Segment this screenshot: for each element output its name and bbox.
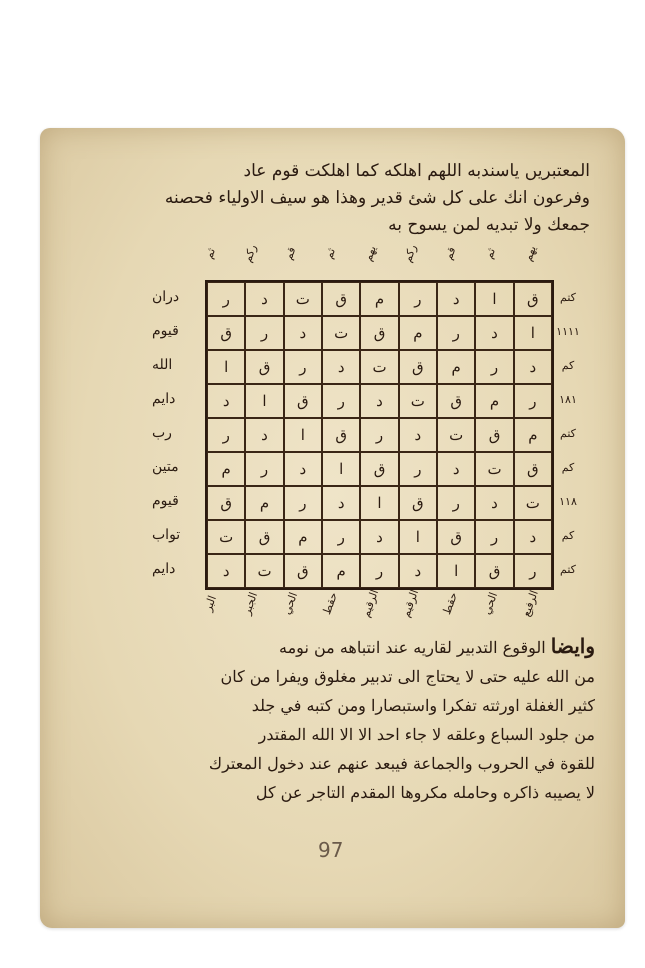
grid-cell: ر (437, 486, 475, 520)
right-label: كم (561, 358, 575, 372)
grid-cell: د (514, 520, 552, 554)
grid-cell: ر (437, 316, 475, 350)
grid-cell: ر (475, 350, 513, 384)
body-lead-word: وايضا (550, 634, 595, 658)
grid-cell: ت (399, 384, 437, 418)
grid-cell: ر (207, 282, 245, 316)
right-label: كم (561, 528, 575, 542)
grid-cell: ق (399, 350, 437, 384)
grid-cell: ا (437, 554, 475, 588)
page-number: 97 (318, 838, 344, 862)
bottom-label: حقط (440, 590, 461, 617)
body-text (150, 632, 595, 807)
top-label: يهم (361, 243, 379, 263)
left-labels (150, 280, 202, 586)
left-label: دايم (152, 561, 176, 577)
grid-cell: ت (207, 520, 245, 554)
grid-cell: ر (322, 384, 360, 418)
magic-square-grid (205, 280, 554, 590)
bottom-label: الرقيم (399, 587, 422, 619)
grid-cell: ق (284, 554, 322, 588)
top-label: ركم (400, 242, 420, 265)
bottom-label: حقط (320, 590, 341, 617)
grid-cell: ق (514, 282, 552, 316)
body-line: من الله عليه حتى لا يحتاج الى تدبير مغلوق ويفرا من كان (220, 667, 595, 686)
grid-cell: د (322, 350, 360, 384)
grid-cell: ا (360, 486, 398, 520)
grid-cell: ر (245, 452, 283, 486)
body-line: كثير الغفلة اورثته تفكرا واستبصارا ومن كتبه في جلد (251, 696, 595, 715)
grid-cell: ت (360, 350, 398, 384)
body-line-text: الوقوع التدبير لقاريه عند انتباهه من نومه (279, 638, 546, 657)
grid-cell: ق (514, 452, 552, 486)
grid-cell: ر (360, 418, 398, 452)
bottom-label: الجبر (240, 590, 261, 617)
top-labels (202, 240, 555, 274)
grid-cell: د (399, 554, 437, 588)
right-label: كم (561, 460, 575, 474)
grid-cell: ا (514, 316, 552, 350)
grid-cell: ر (514, 554, 552, 588)
left-label: تواب (152, 527, 181, 543)
grid-cell: ق (475, 418, 513, 452)
grid-cell: ر (284, 486, 322, 520)
grid-cell: ر (514, 384, 552, 418)
bottom-label: الحي (280, 590, 301, 617)
grid-cell: م (437, 350, 475, 384)
grid-cell: ا (284, 418, 322, 452)
top-label: ثم (202, 246, 219, 261)
grid-cell: ر (322, 520, 360, 554)
body-line: من جلود السباع وعلقه لا جاء احد الا الا الله المقتدر (258, 725, 595, 744)
grid-cell: م (322, 554, 360, 588)
grid-cell: ق (360, 316, 398, 350)
grid-cell: ر (284, 350, 322, 384)
grid-cell: د (245, 282, 283, 316)
grid-cell: م (399, 316, 437, 350)
grid-cell: د (475, 486, 513, 520)
grid-cell: ت (322, 316, 360, 350)
grid-cell: ق (322, 282, 360, 316)
left-label: دران (152, 289, 180, 305)
grid-cell: د (360, 520, 398, 554)
grid-cell: ق (322, 418, 360, 452)
grid-cell: ا (207, 350, 245, 384)
grid-cell: ق (437, 520, 475, 554)
grid-cell: ق (475, 554, 513, 588)
left-label: رب (152, 425, 172, 441)
top-label: ثم (482, 246, 499, 261)
header-line: جمعك ولا تبديه لمن يسوح به (388, 215, 590, 235)
grid-cell: م (514, 418, 552, 452)
grid-cell: ر (360, 554, 398, 588)
grid-cell: ر (399, 452, 437, 486)
grid-cell: ت (475, 452, 513, 486)
grid-cell: ق (360, 452, 398, 486)
top-label: قم (441, 245, 459, 262)
grid-cell: د (475, 316, 513, 350)
grid-cell: د (437, 452, 475, 486)
grid-cell: ق (284, 384, 322, 418)
grid-cell: د (207, 384, 245, 418)
top-label: يهم (521, 243, 539, 263)
right-label: ١١٨ (559, 494, 577, 508)
left-label: قيوم (152, 493, 179, 509)
grid-cell: م (207, 452, 245, 486)
left-label: دايم (152, 391, 176, 407)
grid-cell: د (284, 316, 322, 350)
right-label: ١٨١ (559, 392, 577, 406)
grid-cell: ا (399, 520, 437, 554)
grid-cell: ر (399, 282, 437, 316)
grid-cell: م (284, 520, 322, 554)
grid-cell: ق (245, 520, 283, 554)
grid-cell: د (437, 282, 475, 316)
bottom-label: البر (201, 593, 219, 614)
right-label: كتم (560, 426, 576, 440)
grid-cell: ق (245, 350, 283, 384)
top-label: ركم (240, 242, 260, 265)
right-label: كتم (560, 290, 576, 304)
grid-cell: ق (207, 486, 245, 520)
grid-cell: ت (284, 282, 322, 316)
grid-cell: د (360, 384, 398, 418)
grid-cell: ق (399, 486, 437, 520)
grid-cell: د (322, 486, 360, 520)
grid-cell: د (284, 452, 322, 486)
header-line: المعتبريں ياسندبه اللهم اهلكه كما اهلكت قوم عاد (243, 161, 590, 181)
grid-cell: ر (475, 520, 513, 554)
body-line: للقوة في الحروب والجماعة فيبعد عنهم عند دخول المعترك (208, 754, 595, 773)
left-label: قيوم (152, 323, 179, 339)
grid-cell: ا (245, 384, 283, 418)
grid-cell: ر (207, 418, 245, 452)
top-label: ثم (322, 246, 339, 261)
grid-cell: ا (475, 282, 513, 316)
grid-cell: ر (245, 316, 283, 350)
left-label: الله (152, 357, 173, 373)
grid-cell: م (360, 282, 398, 316)
grid-cell: د (245, 418, 283, 452)
right-label: كتم (560, 562, 576, 576)
right-label: ١١١١ (556, 324, 580, 338)
header-text (120, 158, 590, 239)
grid-cell: ت (437, 418, 475, 452)
grid-cell: م (245, 486, 283, 520)
right-labels (548, 280, 588, 586)
bottom-label: الرفيع (519, 588, 541, 619)
grid-cell: ت (245, 554, 283, 588)
bottom-labels (201, 587, 555, 624)
grid-cell: ا (322, 452, 360, 486)
grid-cell: د (399, 418, 437, 452)
body-line (150, 632, 595, 662)
body-line: لا يصيبه ذاكره وحامله مكروها المقدم التاجر عن كل (255, 783, 595, 802)
header-line: وفرعون انك على كل شئ قدير وهذا هو سيف الاولياء فحصنه (164, 188, 590, 208)
grid-cell: ق (437, 384, 475, 418)
grid-cell: د (207, 554, 245, 588)
left-label: متين (152, 459, 179, 475)
bottom-label: الحي (480, 590, 501, 617)
grid-cell: ت (514, 486, 552, 520)
top-label: قم (281, 245, 299, 262)
bottom-label: الرقيم (359, 587, 382, 619)
grid-cell: ق (207, 316, 245, 350)
grid-cell: م (475, 384, 513, 418)
grid-cell: د (514, 350, 552, 384)
